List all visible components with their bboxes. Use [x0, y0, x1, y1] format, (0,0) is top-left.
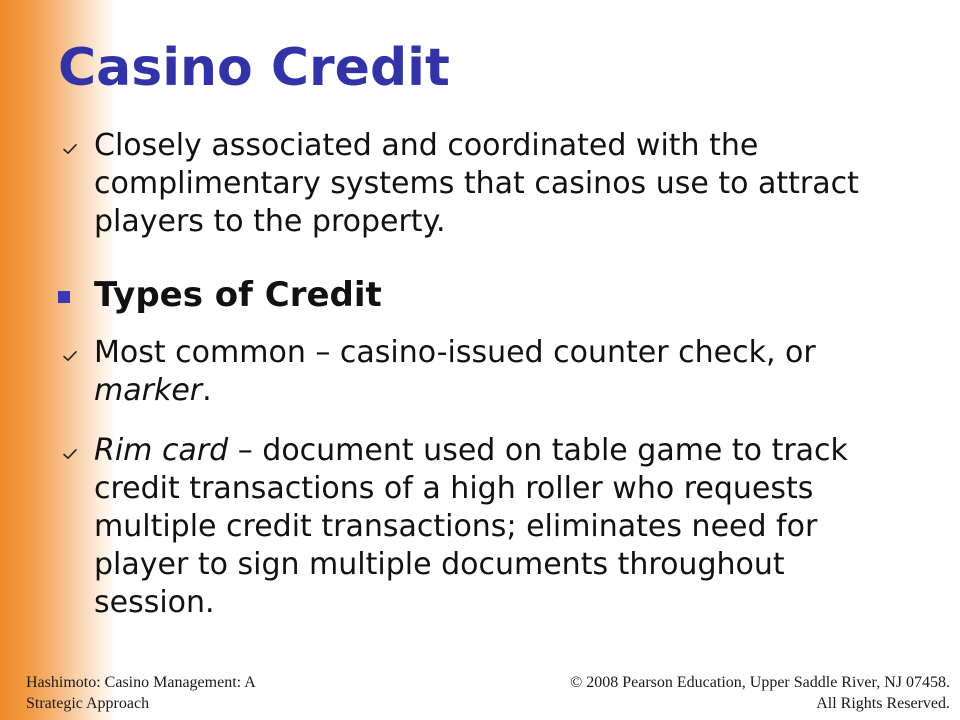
square-bullet-icon	[58, 291, 70, 303]
check-icon	[58, 139, 82, 159]
check-icon	[58, 346, 82, 366]
rim-card-text	[94, 432, 912, 622]
slide-title: Casino Credit	[58, 38, 450, 98]
section-heading-text: Types of Credit	[94, 275, 382, 315]
footer-right-line-1: © 2008 Pearson Education, Upper Saddle River, NJ 07458.	[570, 674, 950, 691]
footer-left-line-2: Strategic Approach	[26, 695, 150, 712]
intro-text: Closely associated and coordinated with the complimentary systems that casinos use to attract players to the property.	[94, 128, 859, 239]
footer-left-line-1: Hashimoto: Casino Management: A	[26, 674, 256, 691]
footer-book-title	[26, 672, 326, 714]
marker-text-after: .	[202, 373, 212, 408]
marker-text-before: Most common – casino-issued counter check, or	[94, 335, 816, 370]
marker-bullet-text	[94, 334, 912, 410]
footer-right-line-2: All Rights Reserved.	[816, 695, 950, 712]
rim-card-description: – document used on table game to track credit transactions of a high roller who requests multiple credit transactions; eliminates need for player to sign multiple documents throughout session.	[94, 433, 848, 620]
footer-copyright	[490, 672, 950, 714]
rim-card-term: Rim card	[94, 433, 229, 468]
marker-term: marker	[94, 373, 203, 408]
check-icon	[58, 444, 82, 464]
